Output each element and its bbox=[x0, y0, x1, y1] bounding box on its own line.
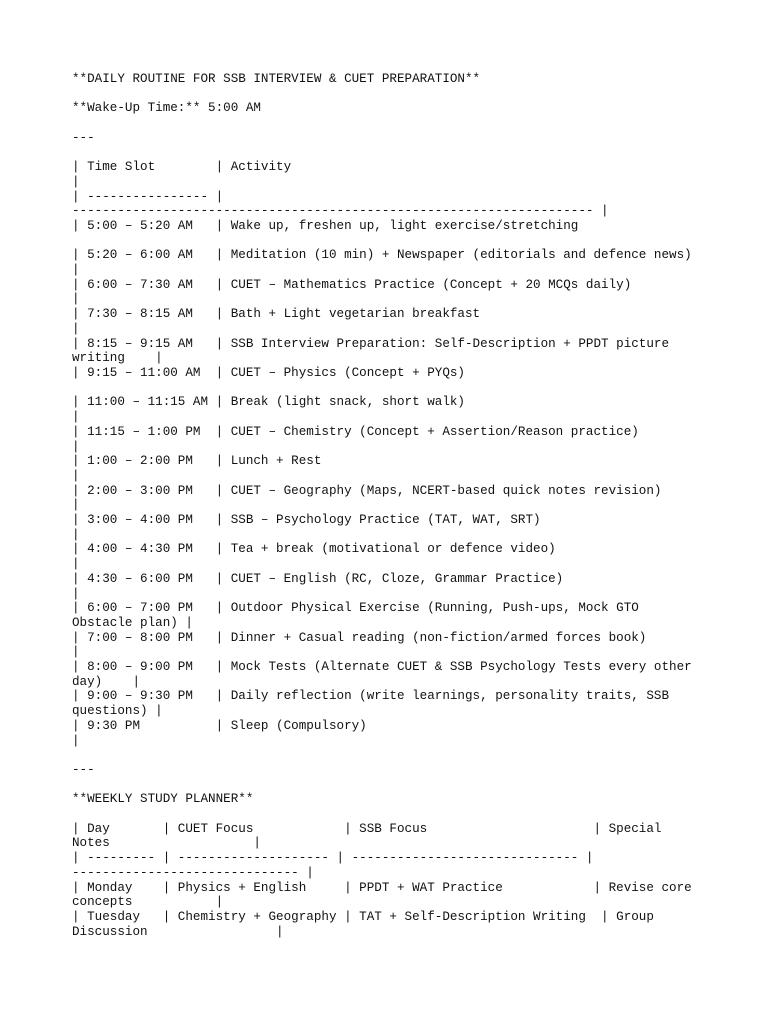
text-line: | 5:00 – 5:20 AM | Wake up, freshen up, light exercise/stretching bbox=[72, 218, 579, 233]
text-line: day) | bbox=[72, 674, 141, 689]
text-line bbox=[72, 778, 712, 793]
text-line: | 9:30 PM | Sleep (Compulsory) bbox=[72, 718, 367, 733]
text-line: --- bbox=[72, 762, 95, 777]
text-line bbox=[72, 87, 712, 102]
text-line: **Wake-Up Time:** 5:00 AM bbox=[72, 101, 261, 116]
text-line: | Time Slot | Activity bbox=[72, 160, 292, 175]
text-line: | --------- | -------------------- | ------------------------------ | bbox=[72, 851, 594, 866]
text-line: **DAILY ROUTINE FOR SSB INTERVIEW & CUET PREPARATION** bbox=[72, 72, 481, 86]
text-line: Discussion | bbox=[72, 924, 284, 939]
text-line: | bbox=[72, 498, 80, 513]
text-line: | 9:00 – 9:30 PM | Daily reflection (write learnings, personality traits, SSB bbox=[72, 689, 670, 704]
text-line: Obstacle plan) | bbox=[72, 615, 193, 630]
text-line: concepts | bbox=[72, 895, 224, 910]
text-line: questions) | bbox=[72, 704, 163, 719]
text-line: writing | bbox=[72, 351, 163, 366]
text-line: | bbox=[72, 586, 80, 601]
text-line: | bbox=[72, 527, 80, 542]
text-line: ------------------------------ | bbox=[72, 865, 314, 880]
text-line: | bbox=[72, 321, 80, 336]
text-line: | Tuesday | Chemistry + Geography | TAT + Self-Description Writing | Group bbox=[72, 909, 654, 924]
text-line: | bbox=[72, 468, 80, 483]
text-line bbox=[72, 116, 712, 131]
text-line: | 5:20 – 6:00 AM | Meditation (10 min) + Newspaper (editorials and defence news) bbox=[72, 248, 692, 263]
text-line: | 7:30 – 8:15 AM | Bath + Light vegetarian breakfast bbox=[72, 307, 481, 322]
text-line bbox=[72, 145, 712, 160]
text-line: | 1:00 – 2:00 PM | Lunch + Rest bbox=[72, 454, 322, 469]
text-line: | 2:00 – 3:00 PM | CUET – Geography (Maps, NCERT-based quick notes revision) bbox=[72, 483, 662, 498]
document-body bbox=[72, 72, 712, 939]
text-line: | ---------------- | bbox=[72, 189, 224, 204]
text-line: | 11:00 – 11:15 AM | Break (light snack, short walk) bbox=[72, 395, 465, 410]
text-line: | bbox=[72, 439, 80, 454]
text-line: | bbox=[72, 263, 80, 278]
text-line: | 9:15 – 11:00 AM | CUET – Physics (Concept + PYQs) bbox=[72, 366, 465, 380]
text-line: | bbox=[72, 557, 80, 572]
text-line: | bbox=[72, 733, 80, 748]
text-line: | bbox=[72, 174, 80, 189]
text-line: | Day | CUET Focus | SSB Focus | Special bbox=[72, 821, 662, 836]
text-line bbox=[72, 234, 712, 249]
text-line: | 3:00 – 4:00 PM | SSB – Psychology Practice (TAT, WAT, SRT) bbox=[72, 513, 541, 528]
text-line: --------------------------------------------------------------------- | bbox=[72, 204, 609, 219]
text-line: | 4:00 – 4:30 PM | Tea + break (motivational or defence video) bbox=[72, 542, 556, 557]
text-line: Notes | bbox=[72, 836, 261, 851]
text-line: | 11:15 – 1:00 PM | CUET – Chemistry (Concept + Assertion/Reason practice) bbox=[72, 424, 639, 439]
text-line: | Monday | Physics + English | PPDT + WAT Practice | Revise core bbox=[72, 880, 692, 895]
text-line: | bbox=[72, 410, 80, 425]
text-line: | 4:30 – 6:00 PM | CUET – English (RC, Cloze, Grammar Practice) bbox=[72, 571, 564, 586]
text-line: | 6:00 – 7:00 PM | Outdoor Physical Exercise (Running, Push-ups, Mock GTO bbox=[72, 601, 639, 616]
text-line: | 6:00 – 7:30 AM | CUET – Mathematics Practice (Concept + 20 MCQs daily) bbox=[72, 277, 632, 292]
text-line: --- bbox=[72, 130, 95, 145]
text-line: | 7:00 – 8:00 PM | Dinner + Casual reading (non-fiction/armed forces book) bbox=[72, 630, 647, 645]
text-line: | 8:15 – 9:15 AM | SSB Interview Preparation: Self-Description + PPDT picture bbox=[72, 336, 670, 351]
text-line: | 8:00 – 9:00 PM | Mock Tests (Alternate CUET & SSB Psychology Tests every other bbox=[72, 660, 692, 675]
text-line: **WEEKLY STUDY PLANNER** bbox=[72, 792, 254, 807]
text-line bbox=[72, 807, 712, 822]
text-line bbox=[72, 381, 712, 396]
text-line: | bbox=[72, 645, 80, 660]
text-line: | bbox=[72, 292, 80, 307]
text-line bbox=[72, 748, 712, 763]
